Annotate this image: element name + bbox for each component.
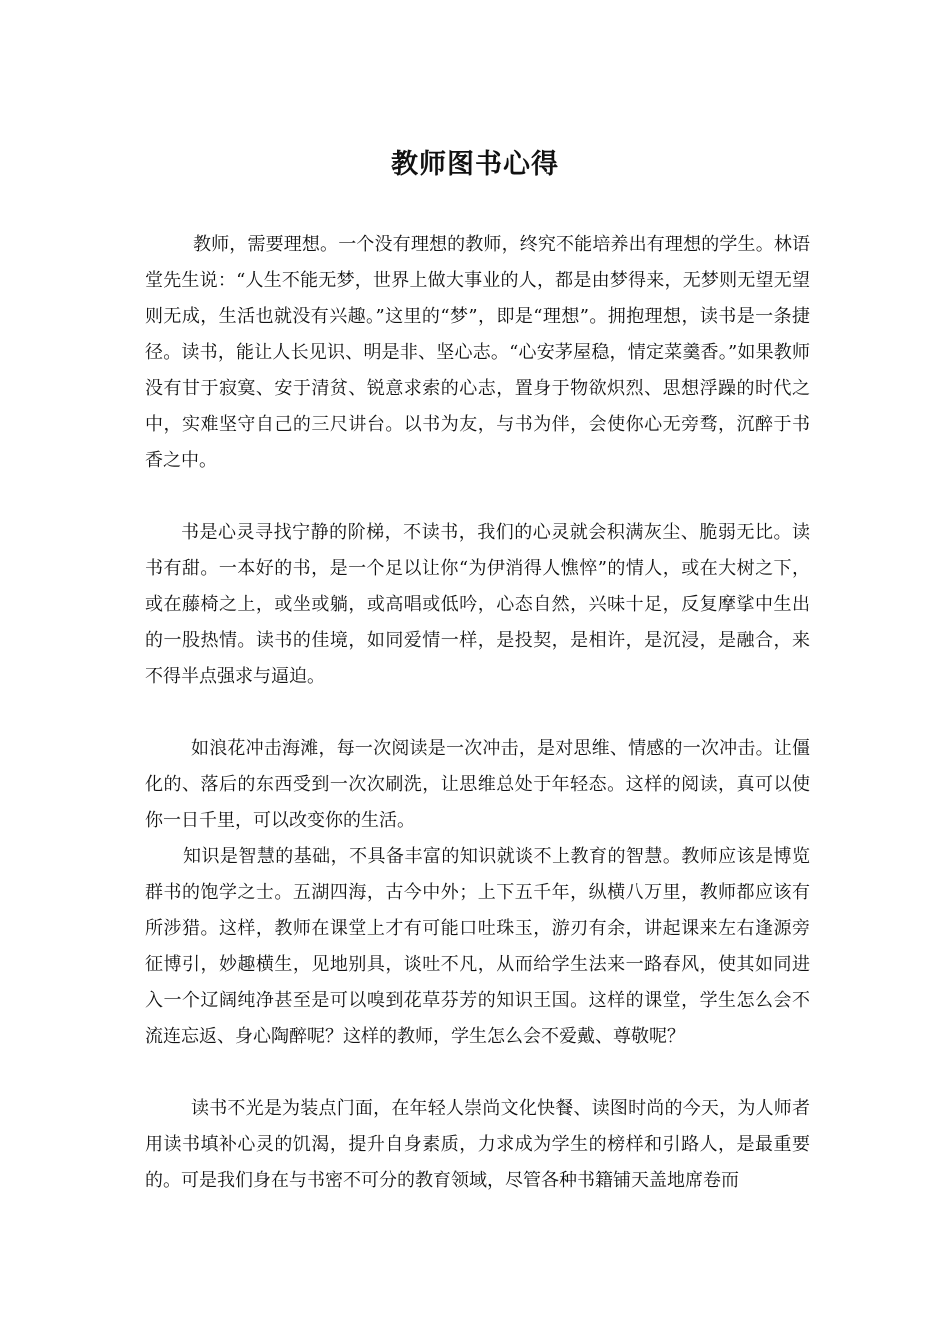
paragraph-3: 如浪花冲击海滩，每一次阅读是一次冲击，是对思维、情感的一次冲击。让僵化的、落后的东西受到一次次刷洗，让思维总处于年轻态。这样的阅读，真可以使你一日千里，可以改变你的生活。 <box>145 738 810 831</box>
paragraph-2: 书是心灵寻找宁静的阶梯，不读书，我们的心灵就会积满灰尘、脆弱无比。读书有甜。一本好的书，是一个足以让你“为伊消得人憔悴”的情人，或在大树之下，或在藤椅之上，或坐或躺，或高唱或低吟，心态自然，兴味十足，反复摩挲中生出的一股热情。读书的佳境，如同爱情一样，是投契，是相许，是沉浸，是融合，来不得半点强求与逼迫。 <box>145 522 810 687</box>
paragraph-4: 知识是智慧的基础，不具备丰富的知识就谈不上教育的智慧。教师应该是博览群书的饱学之士。五湖四海，古今中外；上下五千年，纵横八万里，教师都应该有所涉猎。这样，教师在课堂上才有可能口吐珠玉，游刃有余，讲起课来左右逢源旁征博引，妙趣横生，见地别具，谈吐不凡，从而给学生法来一路春风，使其如同进入一个辽阔纯净甚至是可以嗅到花草芬芳的知识王国。这样的课堂，学生怎么会不流连忘返、身心陶醉呢？这样的教师，学生怎么会不爱戴、尊敬呢？ <box>145 846 810 1047</box>
paragraph-5: 读书不光是为装点门面，在年轻人崇尚文化快餐、读图时尚的今天，为人师者用读书填补心灵的饥渴，提升自身素质，力求成为学生的榜样和引路人，是最重要的。可是我们身在与书密不可分的教育领域，尽管各种书籍铺天盖地席卷而 <box>145 1098 810 1191</box>
paragraph-1: 教师，需要理想。一个没有理想的教师，终究不能培养出有理想的学生。林语堂先生说：“人生不能无梦，世界上做大事业的人，都是由梦得来，无梦则无望无望则无成，生活也就没有兴趣。”这里的“梦”，即是“理想”。拥抱理想，读书是一条捷径。读书，能让人长见识、明是非、坚心志。“心安茅屋稳，情定菜羹香。”如果教师没有甘于寂寞、安于清贫、锐意求索的心志，置身于物欲炽烈、思想浮躁的时代之中，实难坚守自己的三尺讲台。以书为友，与书为伴，会使你心无旁骛，沉醉于书香之中。 <box>145 234 810 471</box>
document-title: 教师图书心得 <box>391 149 559 180</box>
document-body <box>145 227 810 1199</box>
